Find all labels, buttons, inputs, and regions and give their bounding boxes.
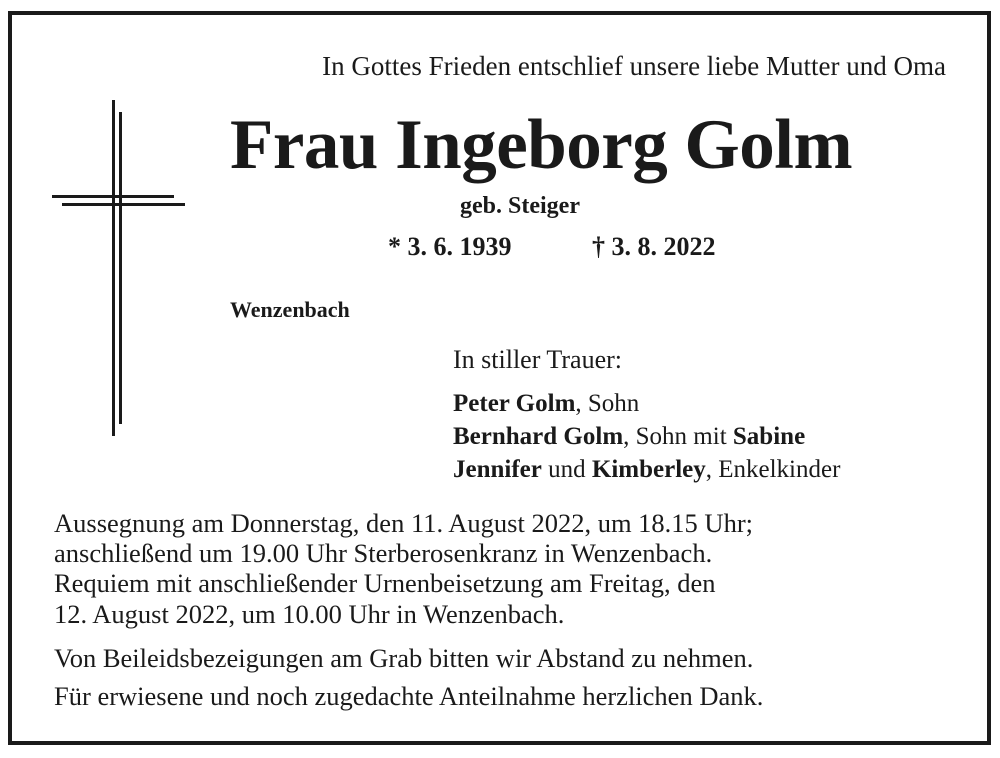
residence-place: Wenzenbach [230,297,350,322]
mourner-name: Jennifer [453,456,542,483]
cross-icon [50,100,190,440]
mourner-line-3 [453,455,840,485]
intro-line: In Gottes Frieden entschlief unsere liebe Mutter und Oma [322,51,946,81]
birth-date: * 3. 6. 1939 [388,232,512,261]
service-text-line: 12. August 2022, um 10.00 Uhr in Wenzenbach. [54,599,565,629]
mourner-relation: , Enkelkinder [705,456,841,483]
mourner-name: Peter Golm [453,390,576,417]
mourners-heading: In stiller Trauer: [453,345,622,374]
service-text-line: anschließend um 19.00 Uhr Sterberosenkranz in Wenzenbach. [54,538,713,568]
death-date: † 3. 8. 2022 [592,232,716,261]
thanks-note: Für erwiesene und noch zugedachte Anteilnahme herzlichen Dank. [54,681,764,711]
mourner-name: Kimberley [591,456,706,483]
service-text-line: Aussegnung am Donnerstag, den 11. August 2022, um 18.15 Uhr; [54,508,754,538]
service-text-line: Requiem mit anschließender Urnenbeisetzung am Freitag, den [54,568,716,598]
mourner-relation: , Sohn mit [623,423,733,450]
mourner-connector: und [541,456,592,483]
mourner-name: Sabine [732,423,806,450]
mourner-line-2 [453,422,805,452]
maiden-name: geb. Steiger [460,193,580,219]
mourner-relation: , Sohn [575,390,640,417]
mourner-line-1 [453,389,639,419]
mourner-name: Bernhard Golm [453,423,624,450]
deceased-name: Frau Ingeborg Golm [230,106,853,184]
condolence-note: Von Beileidsbezeigungen am Grab bitten wir Abstand zu nehmen. [54,643,754,673]
